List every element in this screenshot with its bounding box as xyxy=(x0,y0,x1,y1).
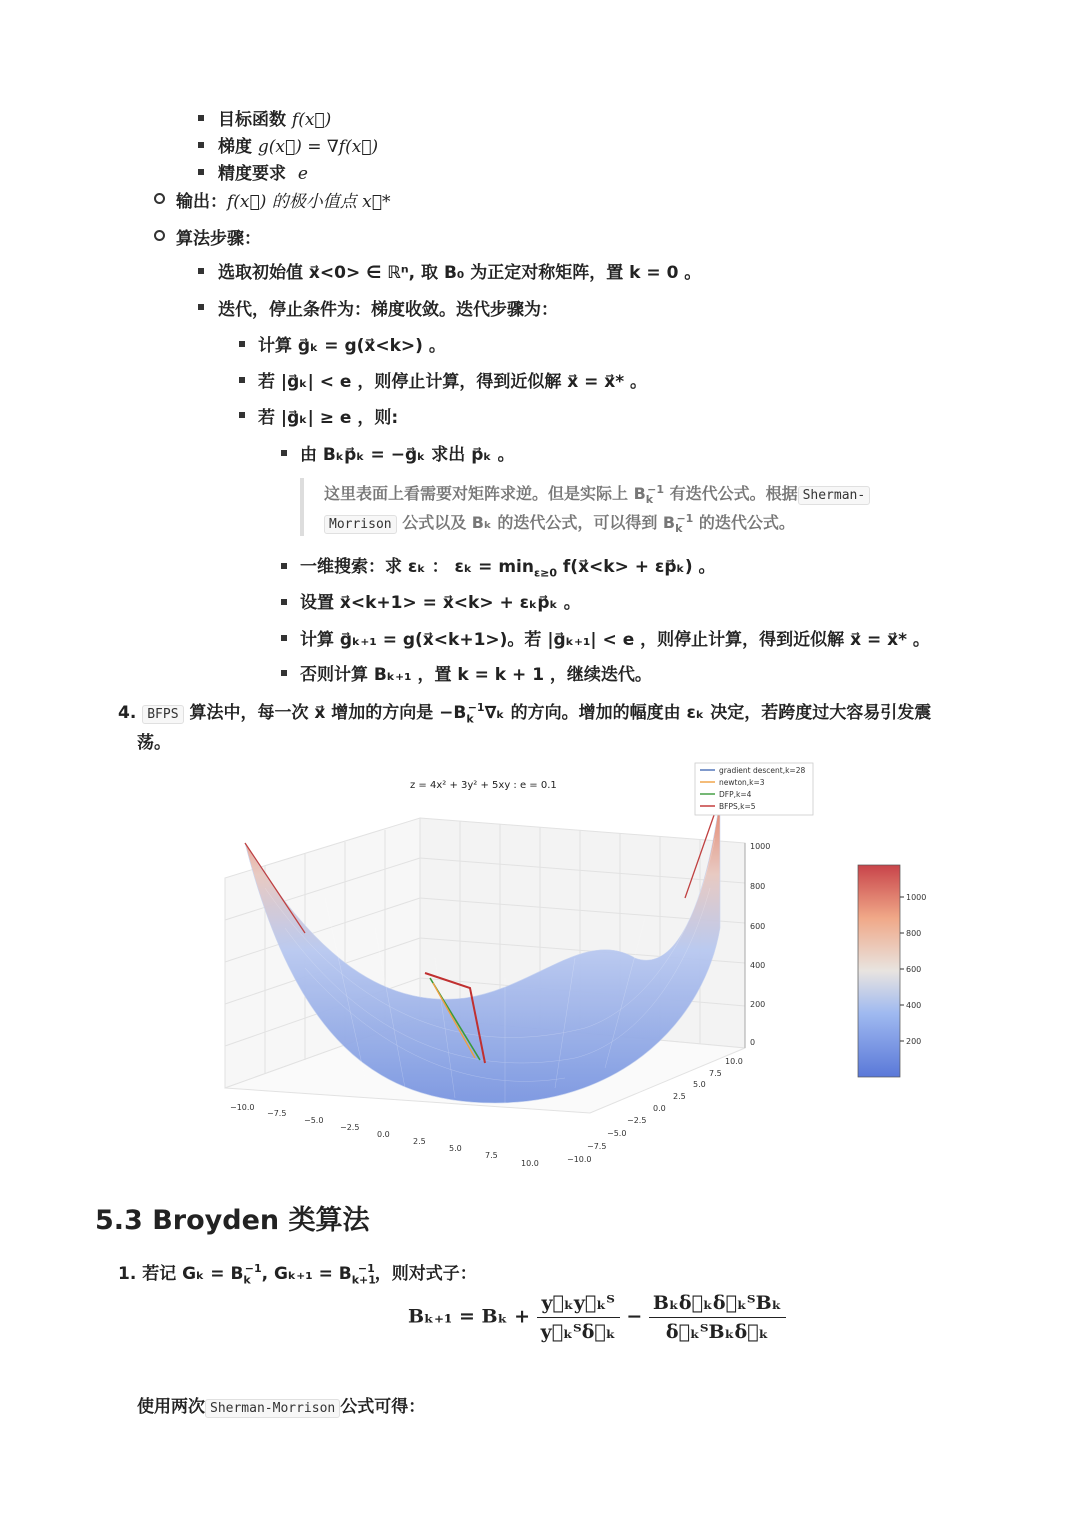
legend xyxy=(695,763,813,815)
y-tick: −5.0 xyxy=(607,1129,627,1138)
z-tick: 600 xyxy=(750,922,766,931)
x-tick: −5.0 xyxy=(304,1116,324,1125)
y-tick: 2.5 xyxy=(673,1092,686,1101)
sub-step-3a: 由 Bₖp⃗ₖ = −g⃗ₖ 求出 p⃗ₖ 。 xyxy=(300,445,515,465)
x-tick: 5.0 xyxy=(449,1144,462,1153)
sub-step-2: 若 |g⃗ₖ| < e ，则停止计算，得到近似解 x⃗ = x⃗* 。 xyxy=(258,372,648,392)
circle-bullet xyxy=(154,230,165,241)
colorbar-tick: 600 xyxy=(906,965,922,974)
x-tick: −7.5 xyxy=(267,1109,287,1118)
colorbar-tick: 200 xyxy=(906,1037,922,1046)
bullet xyxy=(281,635,287,641)
x-tick: 10.0 xyxy=(521,1159,539,1168)
inline-code: Morrison xyxy=(324,515,397,534)
inline-code: Sherman-Morrison xyxy=(205,1399,340,1418)
z-tick: 400 xyxy=(750,961,766,970)
y-tick: 10.0 xyxy=(725,1057,743,1066)
item-4-continuation: 荡。 xyxy=(137,733,171,753)
legend-gd: gradient descent,k=28 xyxy=(719,766,806,775)
legend-dfp: DFP,k=4 xyxy=(719,790,752,799)
colorbar xyxy=(858,865,926,1077)
y-tick: −7.5 xyxy=(587,1142,607,1151)
final-line: 使用两次 Sherman-Morrison 公式可得： xyxy=(137,1397,426,1417)
bullet xyxy=(198,115,204,121)
circle-bullet xyxy=(154,193,165,204)
item-4: 4. BFPS 算法中，每一次 x⃗ 增加的方向是 $-B_k^{-1}\nabla_k$ 的方向。增加的幅度由 εₖ 决定，若跨度过大容易引发震 xyxy=(118,701,932,726)
y-tick: −10.0 xyxy=(567,1155,592,1164)
inline-code: Sherman- xyxy=(798,486,871,505)
x-tick: 7.5 xyxy=(485,1151,498,1160)
legend-newton: newton,k=3 xyxy=(719,778,765,787)
broyden-item-1: 1. 若记 $G_k = B_k^{-1}$, $G_{k+1} = B_{k+1}^{-1}$，则对式子： xyxy=(118,1262,477,1287)
y-tick: 5.0 xyxy=(693,1080,706,1089)
colorbar-tick: 800 xyxy=(906,929,922,938)
output-line: 输出：f(x⃗) 的极小值点 x⃗* xyxy=(176,192,391,212)
bullet xyxy=(198,304,204,310)
input-objective: 目标函数 f(x⃗) xyxy=(218,110,332,130)
y-tick: 0.0 xyxy=(653,1104,666,1113)
colorbar-tick: 400 xyxy=(906,1001,922,1010)
z-tick: 800 xyxy=(750,882,766,891)
x-axis xyxy=(230,1103,539,1168)
x-tick: 2.5 xyxy=(413,1137,426,1146)
x-tick: −2.5 xyxy=(340,1123,360,1132)
colorbar-tick: 1000 xyxy=(906,893,927,902)
steps-heading: 算法步骤： xyxy=(176,229,261,249)
bullet xyxy=(198,169,204,175)
bullet xyxy=(281,450,287,456)
x-tick: −10.0 xyxy=(230,1103,255,1112)
plot-title: z = 4x² + 3y² + 5xy : e = 0.1 xyxy=(410,780,557,791)
bullet xyxy=(239,341,245,347)
input-gradient: 梯度 g(x⃗) = ∇f(x⃗) xyxy=(218,137,379,157)
bullet xyxy=(281,563,287,569)
surface-plot-figure xyxy=(205,758,965,1178)
sub-step-3d: 计算 g⃗ₖ₊₁ = g(x⃗<k+1>)。若 |g⃗ₖ₊₁| < e ，则停止计算，得到近似解 x⃗ = x⃗* 。 xyxy=(300,630,930,650)
y-tick: 7.5 xyxy=(709,1069,722,1078)
step-2: 迭代，停止条件为：梯度收敛。迭代步骤为： xyxy=(218,300,558,320)
bullet xyxy=(198,142,204,148)
bullet xyxy=(281,599,287,605)
input-precision: 精度要求 e xyxy=(218,164,308,184)
sub-step-3e: 否则计算 Bₖ₊₁ ，置 k = k + 1 ，继续迭代。 xyxy=(300,665,652,685)
z-tick: 1000 xyxy=(750,842,771,851)
bullet xyxy=(281,670,287,676)
inline-code: BFPS xyxy=(142,705,183,724)
section-title: 5.3 Broyden 类算法 xyxy=(95,1205,370,1236)
legend-bfps: BFPS,k=5 xyxy=(719,802,756,811)
y-tick: −2.5 xyxy=(627,1116,647,1125)
blockquote-note: 这里表面上看需要对矩阵求逆。但是实际上 $B_k^{-1}$ 有迭代公式。根据 Sherman- Morrison 公式以及 Bₖ 的迭代公式，可以得到 $B_k^{-1}$ 的迭代公式。 xyxy=(300,478,944,536)
bullet xyxy=(239,412,245,418)
sub-step-1: 计算 g⃗ₖ = g(x⃗<k>) 。 xyxy=(258,336,446,356)
bullet xyxy=(198,268,204,274)
equation-b-update: Bₖ₊₁ = Bₖ + $\frac{\text{y⃗ₖy⃗ₖᵀ}}{\text{y⃗ₖᵀδ⃗ₖ}}$ − $\frac{\text{Bₖδ⃗ₖδ⃗ₖᵀBₖ}}{\text{δ⃗ₖᵀBₖδ⃗ₖ}}$ xyxy=(408,1292,786,1343)
bullet xyxy=(239,377,245,383)
z-tick: 0 xyxy=(750,1038,756,1047)
z-axis xyxy=(745,842,770,1048)
x-tick: 0.0 xyxy=(377,1130,390,1139)
step-1: 选取初始值 x⃗<0> ∈ ℝⁿ, 取 B₀ 为正定对称矩阵，置 k = 0 。 xyxy=(218,263,702,283)
sub-step-3b: 一维搜索：求 εₖ ： $\varepsilon_k = \min_{\varepsilon\ge 0}$ f(x⃗<k> + εp⃗ₖ) 。 xyxy=(300,557,716,580)
sub-step-3: 若 |g⃗ₖ| ≥ e ，则: xyxy=(258,408,399,428)
z-tick: 200 xyxy=(750,1000,766,1009)
sub-step-3c: 设置 x⃗<k+1> = x⃗<k> + εₖp⃗ₖ 。 xyxy=(300,593,581,613)
